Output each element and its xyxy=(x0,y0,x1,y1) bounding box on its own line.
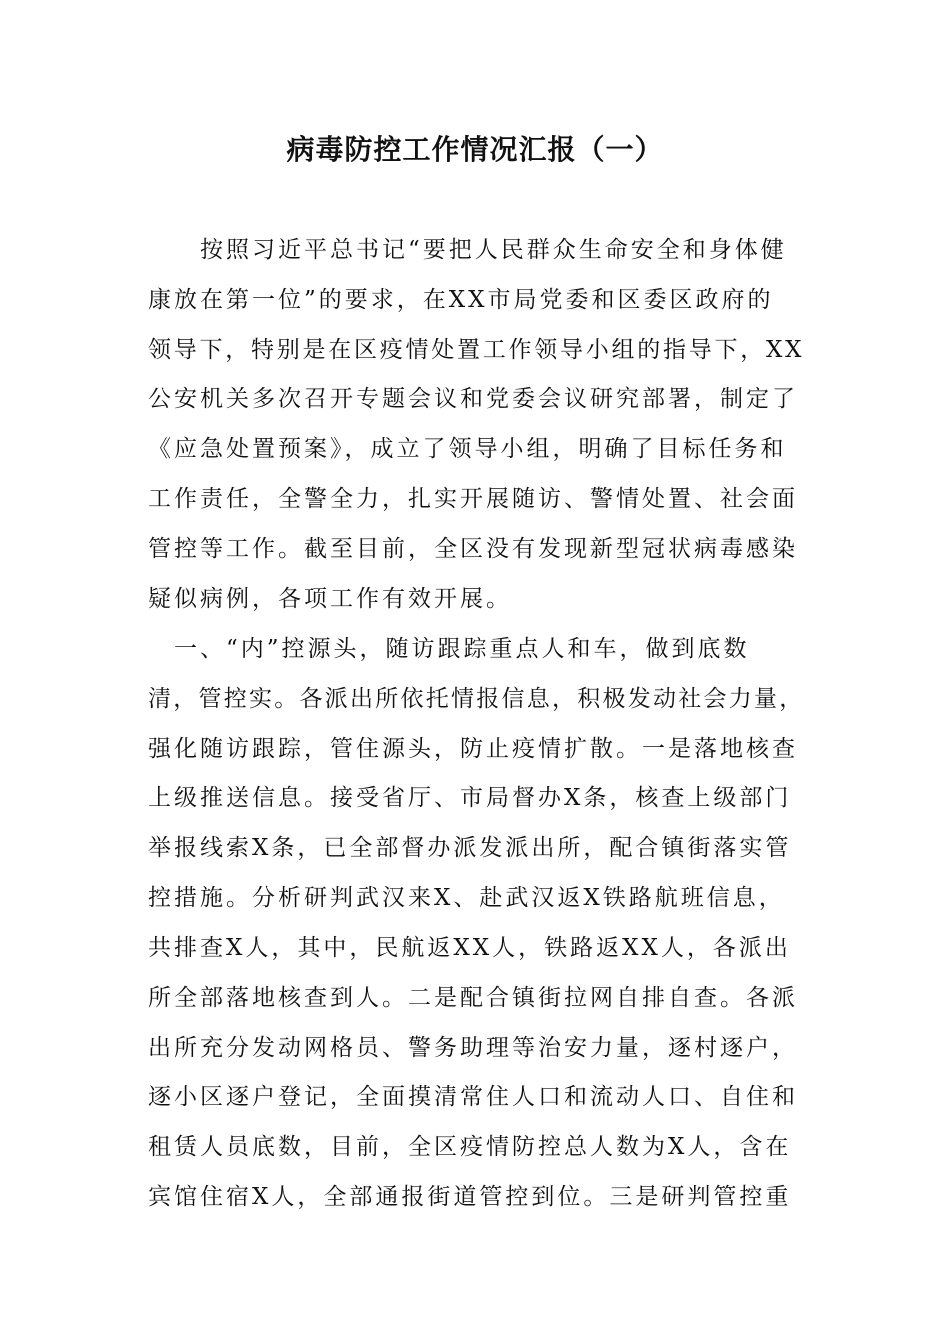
body-line: 强化随访跟踪，管住源头，防止疫情扩散。一是落地核查 xyxy=(148,736,798,762)
body-line: 康放在第一位”的要求，在XX市局党委和区委区政府的 xyxy=(148,287,774,313)
body-line: 出所充分发动网格员、警务助理等治安力量，逐村逐户， xyxy=(148,1035,798,1061)
body-line: 控措施。分析研判武汉来X、赴武汉返X铁路航班信息， xyxy=(148,885,785,911)
body-line: 租赁人员底数，目前，全区疫情防控总人数为X人，含在 xyxy=(148,1134,792,1160)
body-line: 公安机关多次召开专题会议和党委会议研究部署，制定了 xyxy=(148,386,798,412)
body-line: 领导下，特别是在区疫情处置工作领导小组的指导下，XX xyxy=(148,337,805,363)
body-line: 清，管控实。各派出所依托情报信息，积极发动社会力量， xyxy=(148,686,805,712)
body-line: 按照习近平总书记“要把人民群众生命安全和身体健 xyxy=(148,237,787,263)
body-line: 上级推送信息。接受省厅、市局督办X条，核查上级部门 xyxy=(148,785,792,811)
body-line: 《应急处置预案》，成立了领导小组，明确了目标任务和 xyxy=(148,436,787,462)
body-line: 所全部落地核查到人。二是配合镇街拉网自排自查。各派 xyxy=(148,985,798,1011)
document-title: 病毒防控工作情况汇报（一） xyxy=(286,133,664,166)
body-line: 管控等工作。截至目前，全区没有发现新型冠状病毒感染 xyxy=(148,536,798,562)
body-line: 疑似病例，各项工作有效开展。 xyxy=(148,586,512,612)
body-line: 宾馆住宿X人，全部通报街道管控到位。三是研判管控重 xyxy=(148,1184,792,1210)
body-line: 一、“内”控源头，随访跟踪重点人和车，做到底数 xyxy=(148,636,750,662)
body-line: 逐小区逐户登记，全面摸清常住人口和流动人口、自住和 xyxy=(148,1084,798,1110)
body-line: 工作责任，全警全力，扎实开展随访、警情处置、社会面 xyxy=(148,486,798,512)
body-line: 共排查X人，其中，民航返XX人，铁路返XX人，各派出 xyxy=(148,935,791,961)
body-line: 举报线索X条，已全部督办派发派出所，配合镇街落实管 xyxy=(148,835,792,861)
